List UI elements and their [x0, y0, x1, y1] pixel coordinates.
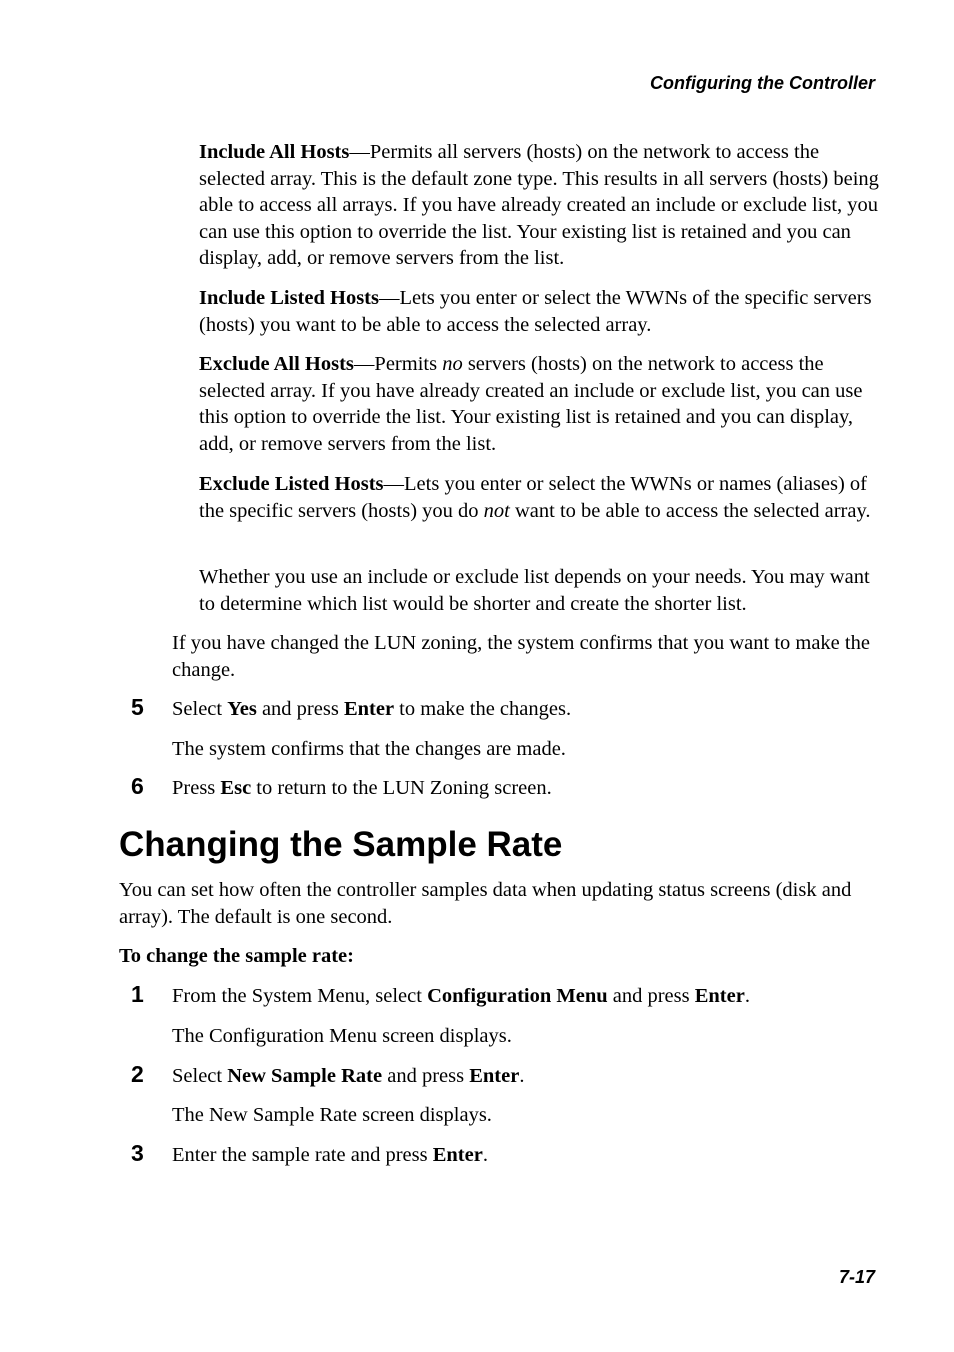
step-6-instruction	[172, 775, 872, 802]
step-1-instruction	[172, 983, 872, 1010]
option-term: Include All Hosts	[199, 141, 350, 163]
option-text: —Permits all servers (hosts) on the network to access the selected array. This is the default zone type. This results in all servers (hosts) being able to access all arrays. If you have already created an include or exclude list, you can use this option to override the list. Your existing list is retained and you can display, add, or remove servers from the list.	[199, 141, 879, 269]
step-3-instruction	[172, 1142, 872, 1169]
option-include-listed-hosts	[199, 285, 879, 338]
step-number: 3	[131, 1140, 144, 1166]
running-header: Configuring the Controller	[650, 73, 875, 93]
step-text: From the System Menu, select	[172, 985, 428, 1007]
procedure-heading	[119, 943, 879, 970]
ui-key-enter: Enter	[694, 985, 745, 1007]
step-text: to return to the LUN Zoning screen.	[251, 777, 552, 799]
step-text: Select	[172, 698, 228, 720]
step-number: 2	[131, 1061, 144, 1087]
ui-menu-configuration: Configuration Menu	[427, 985, 608, 1007]
emphasis: no	[442, 353, 463, 375]
option-include-all-hosts	[199, 139, 879, 272]
step-number: 6	[131, 773, 144, 799]
option-text: —Lets you enter or select the WWNs or names (aliases) of the specific servers (hosts) you do	[199, 473, 868, 522]
step-2-result: The New Sample Rate screen displays.	[172, 1104, 492, 1126]
step-text: .	[519, 1065, 525, 1087]
step-text: Select	[172, 1065, 228, 1087]
ui-key-yes: Yes	[227, 698, 257, 720]
ui-key-enter: Enter	[469, 1065, 520, 1087]
step-number: 5	[131, 694, 144, 720]
step-text: and press	[382, 1065, 470, 1087]
option-text: want to be able to access the selected array.	[509, 499, 871, 522]
step-5-instruction	[172, 696, 872, 723]
confirm-paragraph: If you have changed the LUN zoning, the system confirms that you want to make the change.	[172, 632, 870, 681]
section-intro: You can set how often the controller samples data when updating status screens (disk and array). The default is one second.	[119, 879, 852, 928]
step-text: .	[482, 1144, 488, 1166]
page-number: 7-17	[838, 1267, 875, 1287]
step-2-instruction	[172, 1063, 872, 1090]
option-text: servers (hosts) on the network to access the selected array. If you have already created an include or exclude list, you can use this option to override the list. Your existing list is retained and you can display, add, or remove servers from the list.	[199, 353, 863, 455]
step-text: Press	[172, 777, 221, 799]
step-5-result: The system confirms that the changes are made.	[172, 738, 566, 760]
step-text: Enter the sample rate and press	[172, 1144, 433, 1166]
procedure-heading-text: To change the sample rate:	[119, 945, 354, 967]
step-1-result: The Configuration Menu screen displays.	[172, 1025, 512, 1047]
option-text: —Permits	[353, 353, 443, 375]
option-exclude-listed-hosts	[199, 471, 879, 524]
step-text: and press	[256, 698, 344, 720]
emphasis: not	[483, 499, 510, 522]
ui-key-enter: Enter	[343, 698, 395, 720]
option-exclude-all-hosts	[199, 351, 879, 457]
list-choice-paragraph: Whether you use an include or exclude list depends on your needs. You may want to determine which list would be shorter and create the shorter list.	[199, 566, 870, 615]
section-title: Changing the Sample Rate	[119, 825, 563, 864]
option-text: —Lets you enter or select the WWNs of the specific servers (hosts) you want to be able to access the selected array.	[199, 287, 872, 336]
ui-key-enter: Enter	[432, 1144, 483, 1166]
step-number: 1	[131, 981, 144, 1007]
ui-menu-new-sample-rate: New Sample Rate	[227, 1065, 383, 1087]
option-term: Exclude All Hosts	[199, 353, 354, 375]
step-text: .	[744, 985, 750, 1007]
ui-key-esc: Esc	[220, 777, 252, 799]
option-term: Exclude Listed Hosts	[199, 473, 384, 495]
step-text: to make the changes.	[394, 698, 572, 720]
step-text: and press	[607, 985, 695, 1007]
option-term: Include Listed Hosts	[199, 287, 379, 309]
